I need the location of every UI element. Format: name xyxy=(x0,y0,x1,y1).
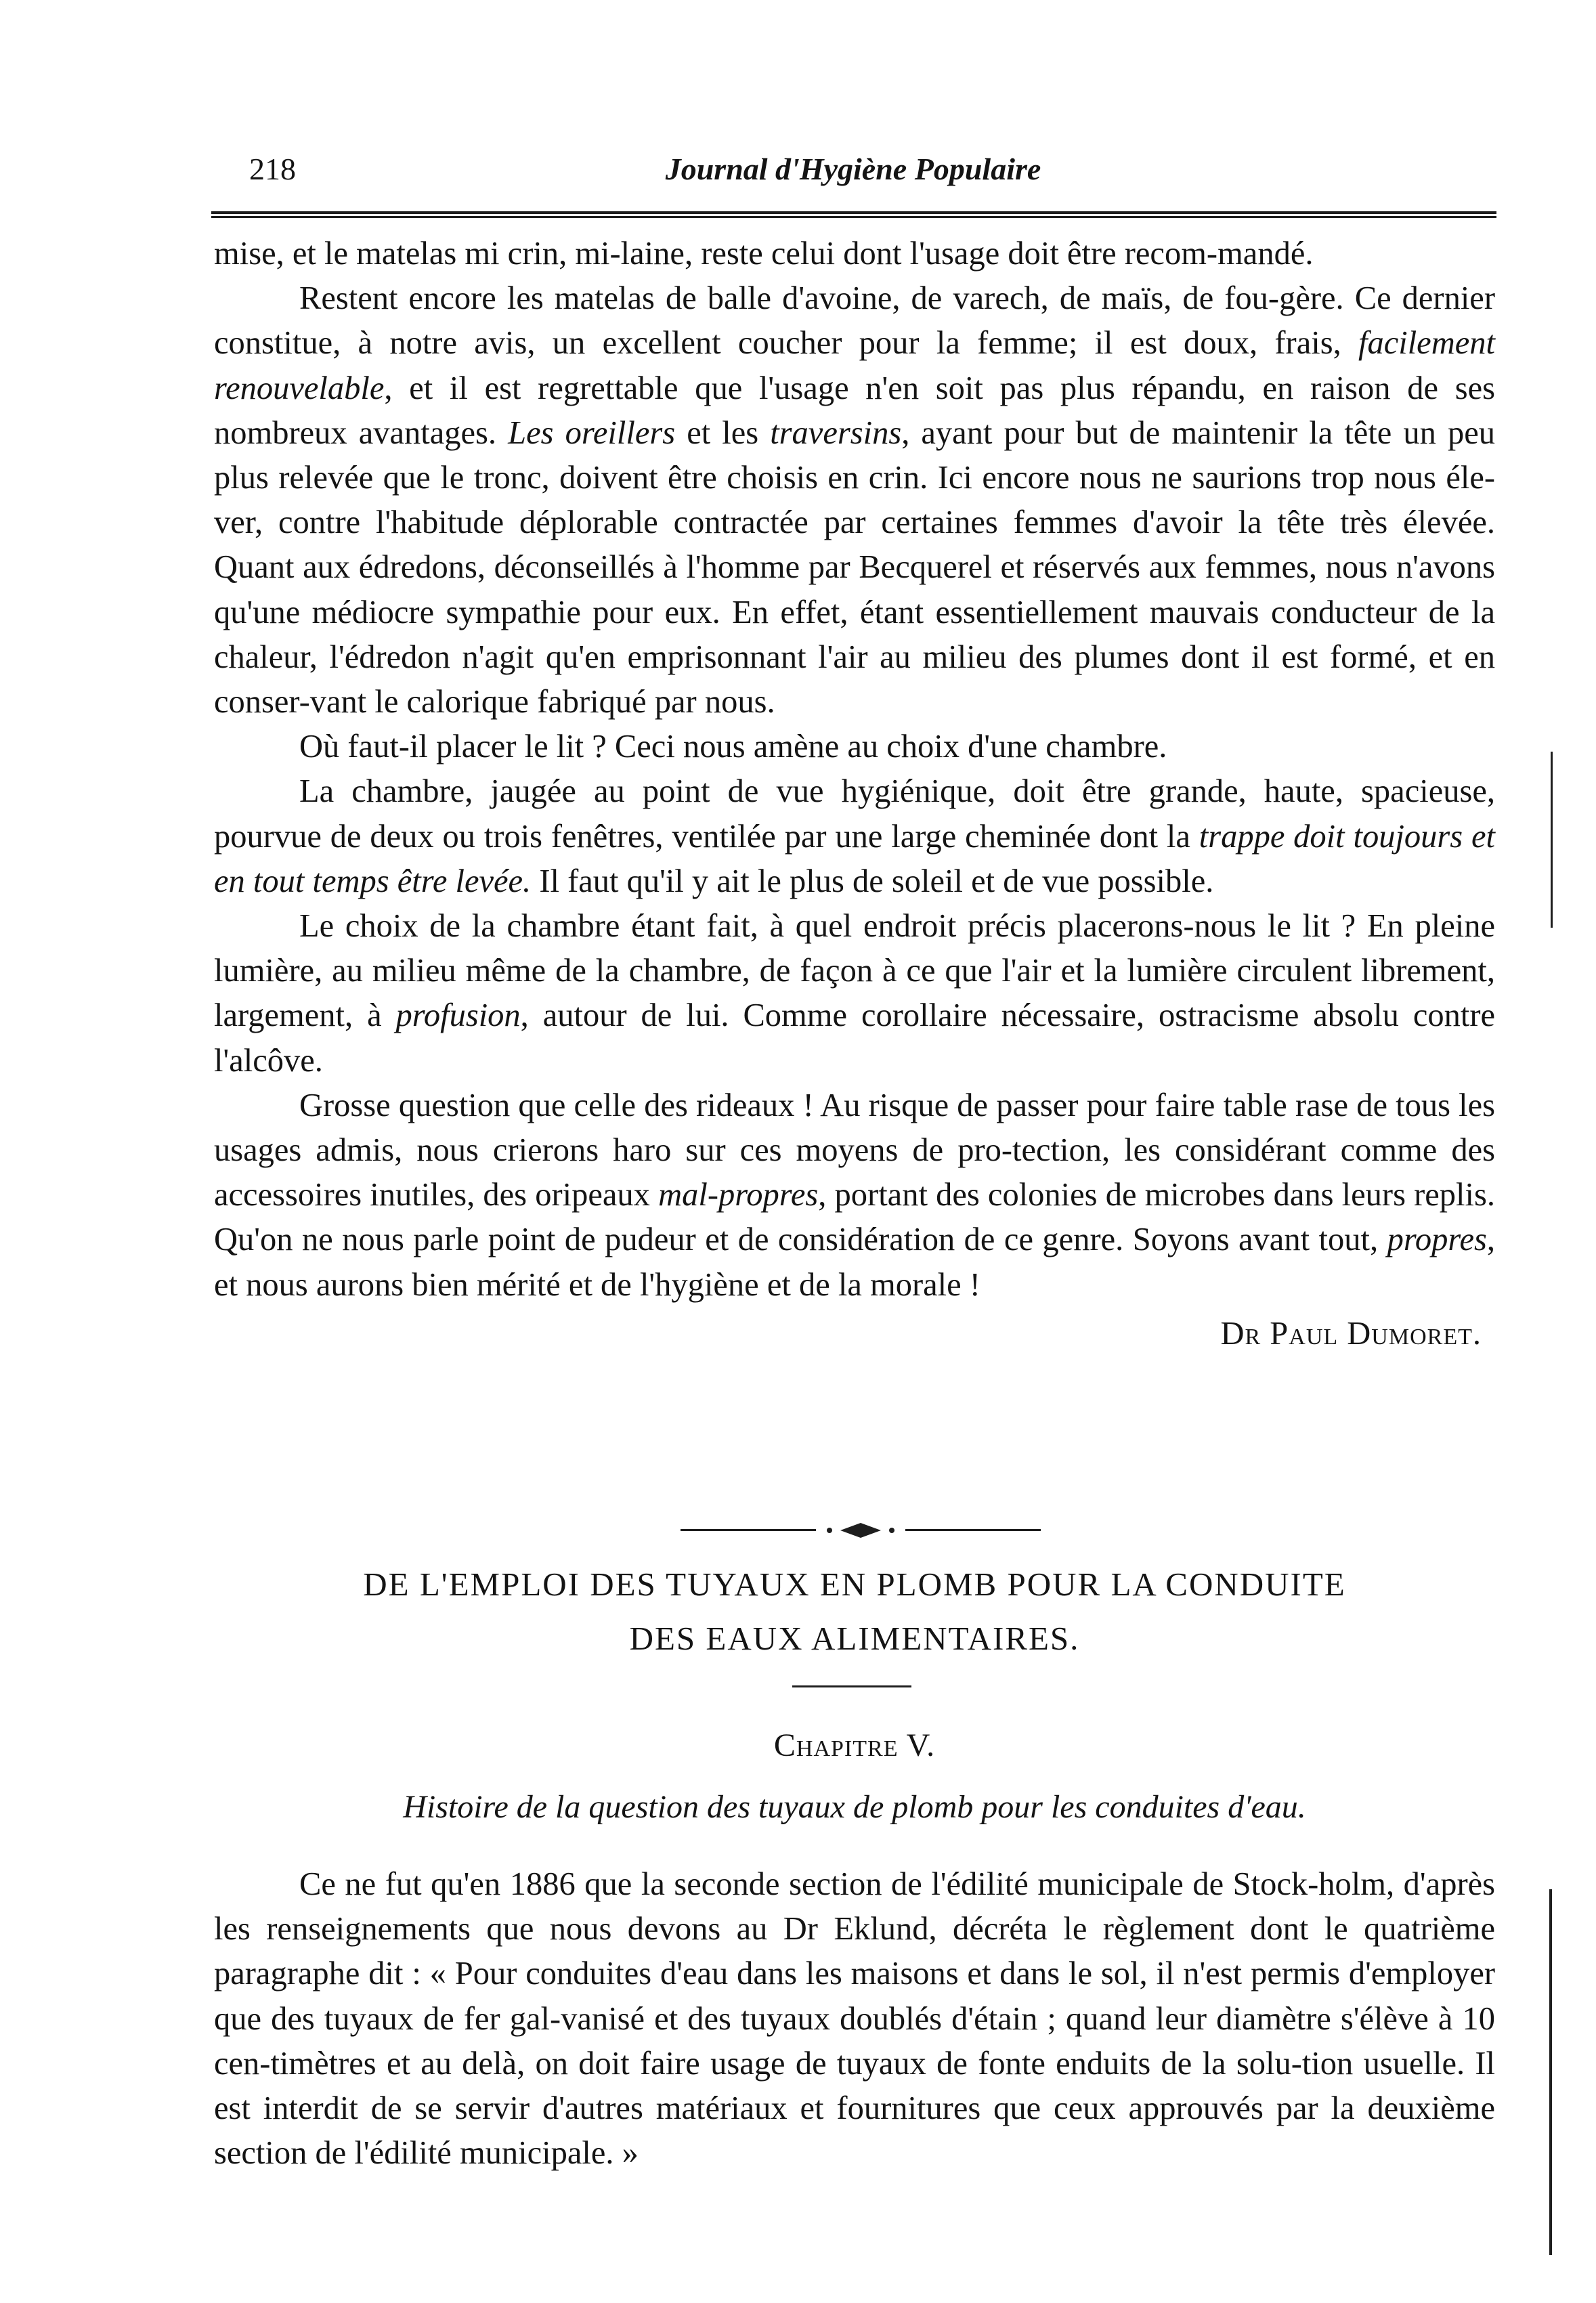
author-signature: Dr Paul Dumoret. xyxy=(1220,1315,1482,1352)
text-run: , autour de lui. Comme corollaire nécessaire, ostracisme absolu contre l'alcôve. xyxy=(214,997,1495,1079)
paragraph-3 xyxy=(214,725,1495,769)
text-run: La chambre, jaugée au point de vue hygiénique, doit être grande, haute, spacieuse, pourvue de deux ou trois fenêtres, ventilée par une large cheminée dont la xyxy=(214,773,1495,855)
text-run: Où faut-il placer le lit ? Ceci nous amène au choix d'une chambre. xyxy=(299,729,1167,765)
text-run: , et nous aurons bien mérité et de l'hygiène et de la morale ! xyxy=(214,1222,1495,1303)
article-title-line-2: DES EAUX ALIMENTAIRES. xyxy=(629,1620,1080,1657)
ornament-dot-right xyxy=(889,1528,894,1533)
ornament-line-right xyxy=(905,1529,1041,1531)
margin-rule xyxy=(1549,1889,1552,2255)
ornament-line-left xyxy=(681,1529,816,1531)
article-title xyxy=(214,1557,1495,1666)
text-run: et les xyxy=(675,414,771,451)
article-body-lead-pipes xyxy=(214,1862,1495,2176)
text-run: , portant des colonies de microbes dans leurs replis. Qu'on ne nous parle point de pudeur et de considération de ce genre. Soyons avant tout, xyxy=(214,1177,1495,1258)
header-double-rule xyxy=(211,211,1496,218)
paragraph-2 xyxy=(214,276,1495,725)
article-title-line-1: DE L'EMPLOI DES TUYAUX EN PLOMB POUR LA CONDUITE xyxy=(363,1566,1346,1603)
chapter-heading: Chapitre V. xyxy=(773,1727,936,1763)
text-run: , et il est regrettable que l'usage n'en soit pas plus répandu, en raison de ses nombreux avantages. xyxy=(214,370,1495,451)
italic-run: propres xyxy=(1387,1222,1487,1258)
text-run: , ayant pour but de maintenir la tête un peu plus relevée que le tronc, doivent être choisis en crin. Ici encore nous ne saurions trop nous éle-ver, contre l'habitude déplorable contractée par certaines femmes d'avoir la tête très élevée. Quant aux édredons, déconseillés à l'homme par Becquerel et réservés aux femmes, nous n'avons qu'une médiocre sympathie pour eux. En effet, étant essentiellement mauvais conducteur de la chaleur, l'édredon n'agit qu'en emprisonnant l'air au milieu des plumes dont il est formé, et en conser-vant le calorique fabriqué par nous. xyxy=(214,414,1495,720)
italic-run: trappe doit toujours et en tout temps être levée. xyxy=(214,818,1495,899)
paragraph-1 xyxy=(214,232,1495,276)
running-title: Journal d'Hygiène Populaire xyxy=(665,152,1041,186)
article-body-hygiene xyxy=(214,232,1495,1356)
ornament-dot-left xyxy=(827,1528,832,1533)
chapter-paragraph-1 xyxy=(214,1862,1495,2176)
italic-run: Les oreillers xyxy=(508,414,676,451)
margin-rule-upper xyxy=(1551,752,1553,928)
paragraph-6 xyxy=(214,1083,1495,1308)
page-header xyxy=(210,150,1496,198)
text-run: Le choix de la chambre étant fait, à quel endroit précis placerons-nous le lit ? En pleine lumière, au milieu même de la chambre, de façon à ce que l'air et la lumière circulent librement, largement, à xyxy=(214,908,1495,1034)
section-ornament xyxy=(681,1520,1041,1541)
text-run: Ce ne fut qu'en 1886 que la seconde section de l'édilité municipale de Stock-holm, d'après les renseignements que nous devons au Dr Eklund, décréta le règlement dont le quatrième paragraphe dit : « Pour conduites d'eau dans les maisons et dans le sol, il n'est permis d'employer que des tuyaux de fer gal-vanisé et des tuyaux doublés d'étain ; quand leur diamètre s'élève à 10 cen-timètres et au delà, on doit faire usage de tuyaux de fonte enduits de la solu-tion usuelle. Il est interdit de se servir d'autres matériaux et fournitures que ceux approuvés par la deuxième section de l'édilité municipale. » xyxy=(214,1866,1495,2172)
title-rule xyxy=(792,1685,911,1687)
chapter-subtitle: Histoire de la question des tuyaux de plomb pour les conduites d'eau. xyxy=(403,1789,1306,1825)
text-run: Il faut qu'il y ait le plus de soleil et de vue possible. xyxy=(531,863,1214,899)
italic-run: facilement renouvelable xyxy=(214,325,1495,406)
text-run: mise, et le matelas mi crin, mi-laine, reste celui dont l'usage doit être recom-mandé. xyxy=(214,236,1314,272)
ornament-diamond xyxy=(840,1523,881,1538)
italic-run: mal-propres xyxy=(658,1177,819,1213)
page-number: 218 xyxy=(249,152,296,186)
paragraph-5 xyxy=(214,904,1495,1083)
text-run: Grosse question que celle des rideaux ! Au risque de passer pour faire table rase de tous les usages admis, nous crierons haro sur ces moyens de pro-tection, les considérant comme des accessoires inutiles, des oripeaux xyxy=(214,1087,1495,1213)
text-run: Restent encore les matelas de balle d'avoine, de varech, de maïs, de fou-gère. Ce dernier constitue, à notre avis, un excellent coucher pour la femme; il est doux, frais, xyxy=(214,280,1495,362)
italic-run: traversins xyxy=(770,414,902,451)
italic-run: profusion xyxy=(395,997,521,1034)
paragraph-4 xyxy=(214,769,1495,904)
